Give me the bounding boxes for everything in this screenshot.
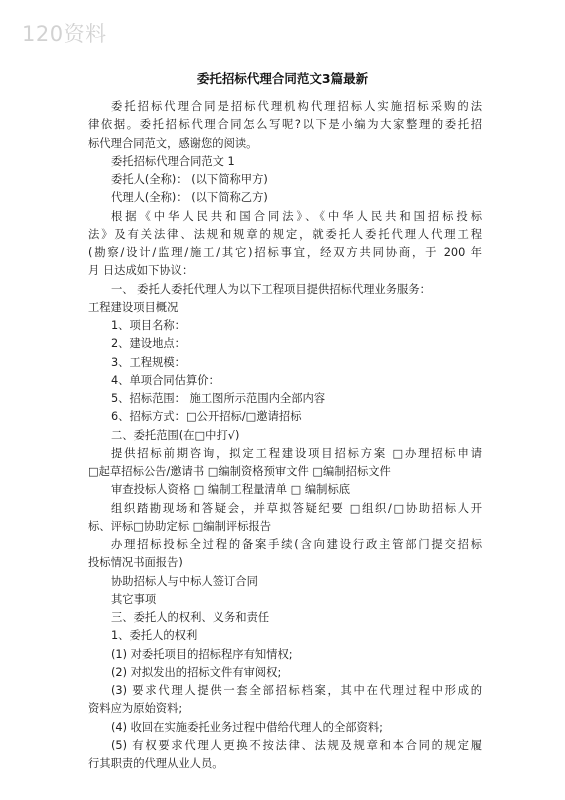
text-line: 委托招标代理合同是招标代理机构代理招标人实施招标采购的法 (111, 100, 482, 113)
text-line: 资料应为原始资料; (88, 702, 183, 716)
text-line: □起草招标公告/邀请书 □编制资格预审文件 □编制招标文件 (88, 465, 391, 478)
text-line: 5、招标范围： 施工图所示范围内全部内容 (111, 392, 326, 405)
text-line: 审查投标人资格 □ 编制工程量清单 □ 编制标底 (111, 483, 351, 497)
text-line: (勘察/设计/监理/施工/其它)招标事宜，经双方共同协商，于 200 年 (88, 246, 482, 259)
text-line: 月 日达成如下协议： (88, 264, 194, 278)
text-line: 其它事项 (111, 592, 157, 606)
text-line: (3) 要求代理人提供一套全部招标档案，其中在代理过程中形成的 (111, 684, 482, 697)
document-title: 委托招标代理合同范文3篇最新 (196, 71, 369, 86)
text-line: 法》及有关法律、法规和规章的规定，就委托人委托代理人代理工程 (88, 227, 482, 241)
text-line: 工程建设项目概况 (88, 300, 179, 314)
text-line: 标代理合同范文，感谢您的阅读。 (88, 136, 258, 150)
text-line: 一、 委托人委托代理人为以下工程项目提供招标代理业务服务： (111, 282, 431, 296)
text-line: 三、委托人的权利、义务和责任 (111, 611, 270, 624)
text-line: (4) 收回在实施委托业务过程中借给代理人的全部资料; (111, 720, 383, 734)
text-line: 委托人(全称)： (以下简称甲方) (111, 173, 268, 186)
text-line: (1) 对委托项目的招标程序有知情权; (111, 647, 293, 661)
text-line: 办理招标投标全过程的备案手续(含向建设行政主管部门提交招标 (111, 538, 482, 551)
text-line: 1、项目名称： (111, 319, 186, 332)
text-line: 投标情况书面报告) (88, 556, 183, 570)
text-line: 2、建设地点： (111, 337, 186, 351)
text-line: (5) 有权要求代理人更换不按法律、法规及规章和本合同的规定履 (111, 738, 482, 752)
text-line: 1、委托人的权利 (111, 629, 198, 643)
text-line: 根据《中华人民共和国合同法》、《中华人民共和国招标投标 (111, 209, 482, 223)
document-body (88, 98, 482, 773)
text-line: 4、单项合同估算价： (111, 373, 220, 387)
text-line: 二、委托范围(在□中打√) (111, 428, 240, 442)
text-line: 律依据。委托招标代理合同怎么写呢?以下是小编为大家整理的委托招 (88, 118, 482, 132)
text-line: 组织踏勘现场和答疑会，并草拟答疑纪要 □组织/□协助招标人开 (111, 501, 482, 515)
text-line: 代理人(全称)： (以下简称乙方) (111, 191, 268, 205)
text-line: 提供招标前期咨询，拟定工程建设项目招标方案 □办理招标申请 (111, 446, 482, 460)
text-line: 协助招标人与中标人签订合同 (111, 574, 258, 588)
text-line: 3、工程规模： (111, 355, 186, 369)
watermark: 120资料 (22, 22, 107, 46)
text-line: (2) 对拟发出的招标文件有审阅权; (111, 665, 282, 679)
text-line: 委托招标代理合同范文 1 (111, 154, 235, 168)
text-line: 6、招标方式：□公开招标/□邀请招标 (111, 410, 302, 424)
text-line: 标、评标□协助定标 □编制评标报告 (88, 519, 272, 533)
text-line: 行其职责的代理从业人员。 (88, 757, 224, 770)
